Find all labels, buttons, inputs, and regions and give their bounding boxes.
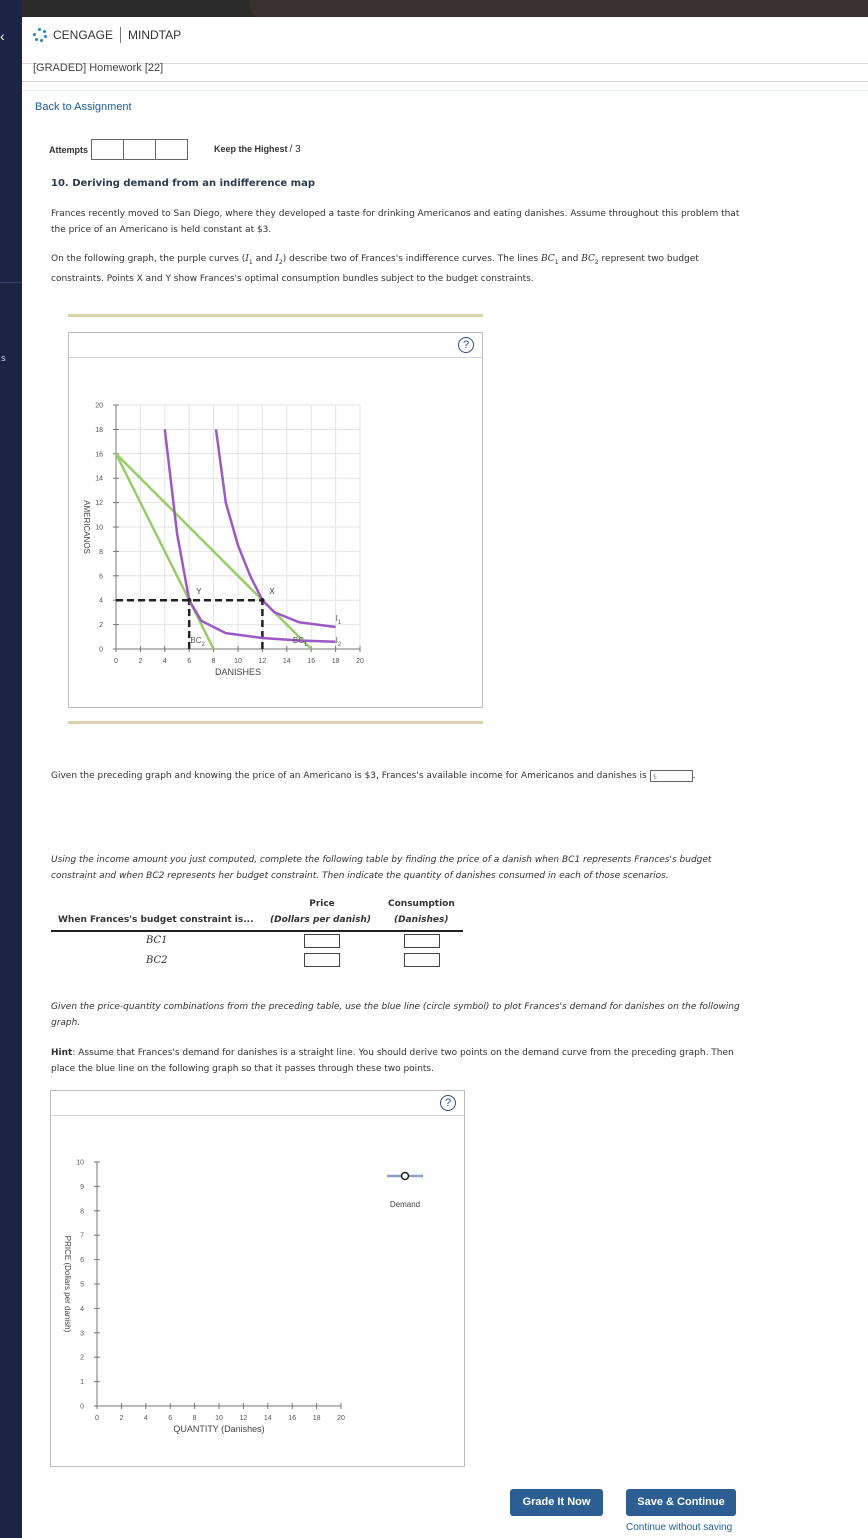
panel-header <box>69 333 482 358</box>
y-tick-label: 1 <box>80 1379 84 1387</box>
legend-demand-label: Demand <box>389 1200 421 1209</box>
y-tick-label: 4 <box>80 1305 84 1313</box>
x-tick-label: 4 <box>162 658 167 665</box>
y-tick-label: 8 <box>99 548 103 556</box>
y-tick-label: 0 <box>99 646 103 654</box>
graph-bottom-rule <box>68 721 483 724</box>
graph-intro: On the following graph, the purple curves ($I_1$ and $I_2$) describe two of Frances's indifference curves. The lines $BC_1$ and $BC_2$ represent two budget constraints. Points X and Y show Frances's optimal consumption bundles subject to the budget constraints. <box>51 254 699 284</box>
demand-graph-panel <box>50 1090 465 1467</box>
indifference-graph-panel <box>68 332 483 708</box>
left-sidebar <box>0 0 22 1538</box>
browser-tab-strip <box>250 0 868 17</box>
attempts-bar <box>49 139 301 160</box>
question-title: 10. Deriving demand from an indifference map <box>51 178 315 189</box>
y-tick-label: 0 <box>80 1403 84 1411</box>
y-tick-label: 14 <box>95 475 103 483</box>
x-tick-label: 0 <box>114 658 118 665</box>
app-header <box>22 17 868 64</box>
income-input[interactable]: $ <box>650 770 693 782</box>
col-budget-constraint: When Frances's budget constraint is... <box>58 915 254 925</box>
y-tick-label: 3 <box>80 1330 84 1338</box>
keep-highest-label: Keep the Highest / 3 <box>214 144 301 155</box>
y-tick-label: 8 <box>80 1208 84 1216</box>
attempts-label: Attempts <box>49 144 89 155</box>
series-i1 <box>216 429 336 627</box>
point-label-y: Y <box>196 587 202 597</box>
sidebar-collapse-icon[interactable]: ‹ <box>0 28 5 44</box>
brand-product: MINDTAP <box>128 28 182 42</box>
bc1-price-input[interactable] <box>304 934 340 948</box>
point-label-x: X <box>269 587 275 597</box>
x-tick-label: 14 <box>263 1415 272 1422</box>
income-question: Given the preceding graph and knowing the price of an Americano is $3, Frances's available income for Americanos and danishes is $ . <box>51 771 696 781</box>
continue-without-saving-link[interactable]: Continue without saving <box>626 1522 733 1533</box>
bc2-consumption-input[interactable] <box>404 953 440 967</box>
assignment-title: [GRADED] Homework [22] <box>22 63 868 82</box>
bc2-price-input[interactable] <box>304 953 340 967</box>
x-tick-label: 2 <box>119 1415 124 1422</box>
panel-header <box>51 1091 464 1116</box>
divider <box>22 90 868 91</box>
help-icon[interactable]: ? <box>440 1095 456 1111</box>
y-tick-label: 6 <box>80 1257 84 1265</box>
x-tick-label: 18 <box>312 1415 321 1422</box>
point-y <box>187 598 191 602</box>
x-axis-label: QUANTITY (Danishes) <box>173 1424 265 1434</box>
col-price-top: Price <box>309 899 335 909</box>
y-tick-label: 7 <box>80 1232 84 1240</box>
x-tick-label: 8 <box>211 658 216 665</box>
plot-prompt: Given the price-quantity combinations from the preceding table, use the blue line (circle symbol) to plot Frances's demand for danishes on the following graph. <box>51 1002 740 1028</box>
x-tick-label: 6 <box>168 1415 173 1422</box>
cengage-logo-icon <box>32 27 48 43</box>
grade-it-now-button[interactable]: Grade It Now <box>510 1489 603 1516</box>
y-tick-label: 12 <box>95 500 103 508</box>
attempts-max: / 3 <box>289 144 301 155</box>
y-tick-label: 20 <box>95 402 103 410</box>
graph-top-rule <box>68 314 483 317</box>
x-tick-label: 6 <box>187 658 192 665</box>
y-tick-label: 4 <box>99 597 103 605</box>
x-tick-label: 20 <box>356 658 364 665</box>
col-price-bottom: (Dollars per danish) <box>270 915 371 925</box>
browser-top-bar <box>0 0 868 17</box>
x-tick-label: 4 <box>143 1415 148 1422</box>
bc1-consumption-input[interactable] <box>404 934 440 948</box>
sidebar-divider <box>0 282 22 283</box>
y-tick-label: 10 <box>95 524 103 532</box>
hint: Hint: Assume that Frances's demand for danishes is a straight line. You should derive two points on the demand curve from the preceding graph. Then place the blue line on the following graph so that it passes through these two points. <box>51 1048 734 1074</box>
y-tick-label: 18 <box>95 426 103 434</box>
y-tick-label: 9 <box>80 1183 84 1191</box>
x-tick-label: 8 <box>192 1415 197 1422</box>
curve-label: $BC_1$ <box>292 636 308 649</box>
x-tick-label: 12 <box>239 1415 248 1422</box>
point-x <box>260 598 264 602</box>
save-and-continue-button[interactable]: Save & Continue <box>626 1489 736 1516</box>
brand-company: CENGAGE <box>53 28 114 42</box>
x-tick-label: 16 <box>288 1415 297 1422</box>
y-tick-label: 6 <box>99 573 103 581</box>
row-bc2-label: BC2 <box>146 955 168 966</box>
curve-label: $BC_2$ <box>190 636 205 649</box>
col-consumption-top: Consumption <box>388 899 455 909</box>
help-icon[interactable]: ? <box>458 337 474 353</box>
curve-label: $I_1$ <box>335 614 342 627</box>
demand-chart[interactable] <box>51 1116 464 1466</box>
y-tick-label: 10 <box>76 1159 84 1167</box>
x-tick-label: 10 <box>234 658 242 665</box>
y-axis-label: PRICE (Dollars per danish) <box>63 1235 72 1333</box>
col-consumption-bottom: (Danishes) <box>394 915 449 925</box>
y-tick-label: 5 <box>80 1281 84 1289</box>
x-tick-label: 0 <box>95 1415 99 1422</box>
y-tick-label: 2 <box>80 1354 84 1362</box>
x-axis-label: DANISHES <box>214 667 262 677</box>
table-header-rule <box>51 930 463 932</box>
x-tick-label: 14 <box>282 658 291 665</box>
logo[interactable] <box>32 27 181 43</box>
legend-demand-symbol <box>402 1173 409 1180</box>
y-tick-label: 16 <box>95 451 103 459</box>
back-to-assignment-link[interactable]: Back to Assignment <box>35 101 132 113</box>
row-bc1-label: BC1 <box>146 935 168 946</box>
brand-separator <box>120 27 121 43</box>
question-intro: Frances recently moved to San Diego, where they developed a taste for drinking Americanos and eating danishes. Assume throughout this problem that the price of an Americano is held constant at $3. <box>51 209 740 235</box>
y-tick-label: 2 <box>99 622 103 630</box>
x-tick-label: 2 <box>138 658 143 665</box>
x-tick-label: 18 <box>331 658 340 665</box>
x-tick-label: 16 <box>307 658 316 665</box>
attempts-boxes <box>91 139 188 160</box>
y-axis-label: AMERICANOS <box>82 500 91 554</box>
curve-label: $I_2$ <box>335 636 342 649</box>
x-tick-label: 12 <box>258 658 267 665</box>
x-tick-label: 10 <box>215 1415 223 1422</box>
indifference-chart[interactable] <box>69 358 482 708</box>
x-tick-label: 20 <box>337 1415 345 1422</box>
sidebar-fragment-icon: s <box>1 354 6 364</box>
table-prompt: Using the income amount you just computed, complete the following table by finding the price of a danish when BC1 represents Frances's budget constraint and when BC2 represents her budget constraint. Then indicate the quantity of danishes consumed in each of those scenarios. <box>51 855 712 881</box>
